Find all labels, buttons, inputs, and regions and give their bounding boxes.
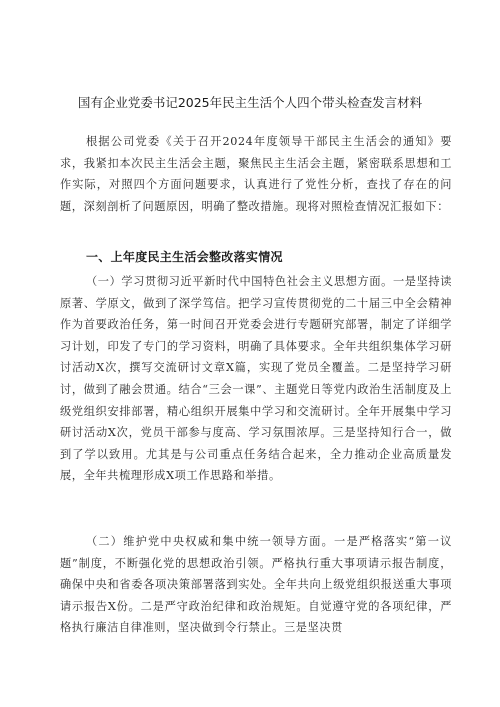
section-heading: 一、上年度民主生活会整改落实情况 xyxy=(86,250,283,264)
document-title: 国有企业党委书记2025年民主生活个人四个带头检查发言材料 xyxy=(77,95,423,110)
body-paragraph-2 xyxy=(60,531,452,639)
intro-text: 根据公司党委《关于召开2024年度领导干部民主生活会的通知》要求，我紧扣本次民主生活会主题，聚焦民主生活会主题，紧密联系思想和工作实际，对照四个方面问题要求，认真进行了党性分析，查找了存在的问题，深刻剖析了问题原因，明确了整改措施。现将对照检查情况汇报如下： xyxy=(60,135,452,213)
paragraph-text-2: （二）维护党中央权威和集中统一领导方面。一是严格落实“第一议题”制度，不断强化党的思想政治引领。严格执行重大事项请示报告制度，确保中央和省委各项决策部署落到实处。全年共向上级党组织报送重大事项请示报告X份。二是严守政治纪律和政治规矩。自觉遵守党的各项纪律，严格执行廉洁自律准则，坚决做到令行禁止。三是坚决贯 xyxy=(60,535,452,635)
body-paragraph-1 xyxy=(60,271,452,487)
intro-paragraph xyxy=(60,131,452,217)
paragraph-text-1: （一）学习贯彻习近平新时代中国特色社会主义思想方面。一是坚持读原著、学原文，做到了深学笃信。把学习宣传贯彻党的二十届三中全会精神作为首要政治任务，第一时间召开党委会进行专题研究部署，制定了详细学习计划，印发了专门的学习资料，明确了具体要求。全年共组织集体学习研讨活动X次，撰写交流研讨文章X篇，实现了党员全覆盖。二是坚持学习研讨，做到了融会贯通。结合“三会一课”、主题党日等党内政治生活制度及上级党组织安排部署，精心组织开展集中学习和交流研讨。全年开展集中学习研讨活动X次，党员干部参与度高、学习氛围浓厚。三是坚持知行合一，做到了学以致用。尤其是与公司重点任务结合起来，全力推动企业高质量发展，全年共梳理形成X项工作思路和举措。 xyxy=(60,275,452,483)
